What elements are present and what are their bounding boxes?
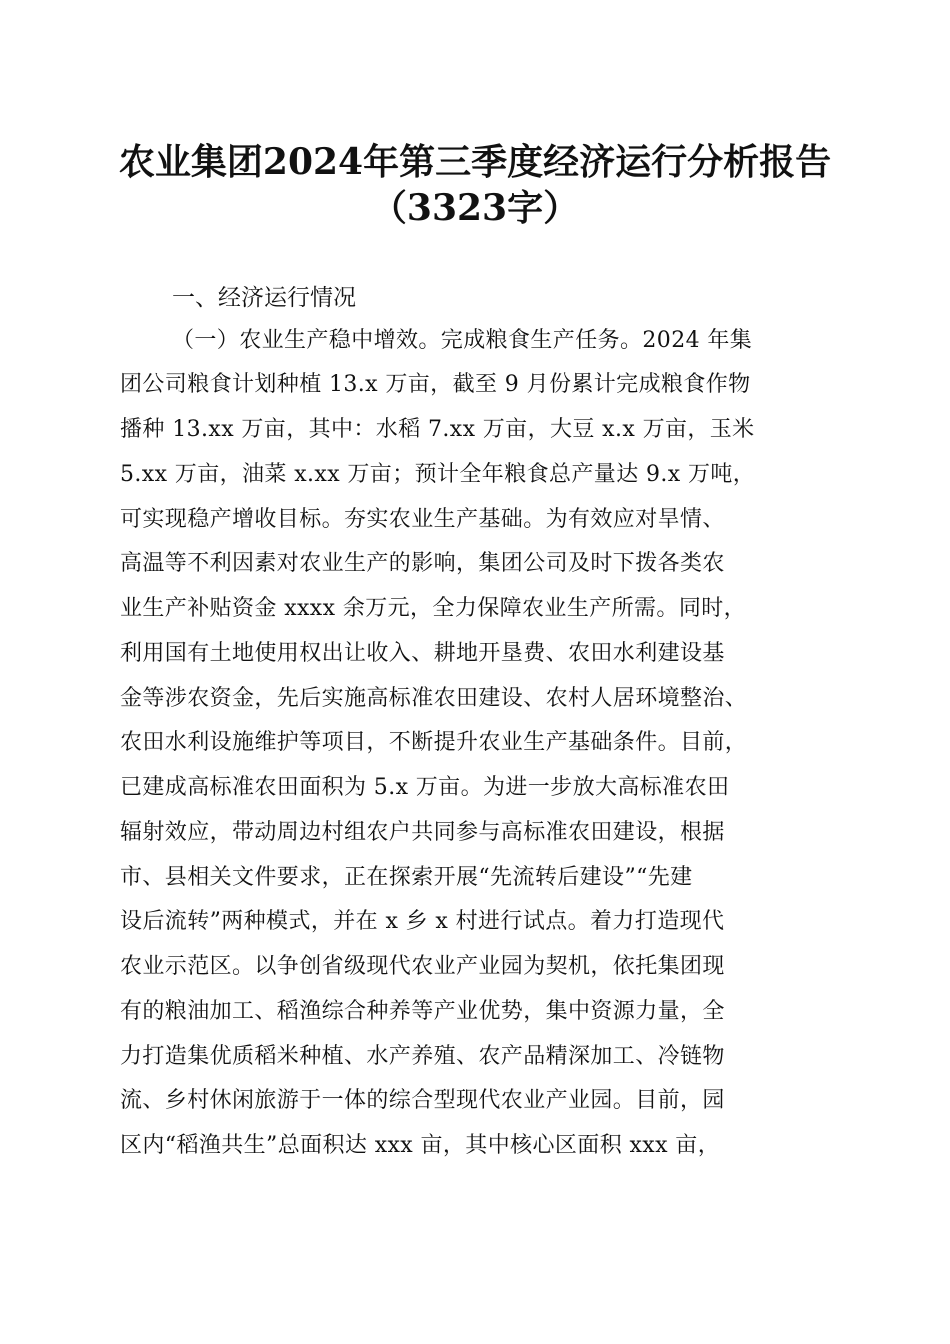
paragraph-line: 利用国有土地使用权出让收入、耕地开垦费、农田水利建设基	[120, 641, 725, 666]
paragraph-line: 高温等不利因素对农业生产的影响，集团公司及时下拨各类农	[120, 551, 725, 576]
paragraph-line: 农田水利设施维护等项目，不断提升农业生产基础条件。目前，	[120, 730, 748, 755]
paragraph-line: 区内“稻渔共生”总面积达 xxx 亩，其中核心区面积 xxx 亩，	[120, 1133, 721, 1158]
paragraph-line: 力打造集优质稻米种植、水产养殖、农产品精深加工、冷链物	[120, 1044, 725, 1069]
document-title: 农业集团2024年第三季度经济运行分析报告	[118, 141, 832, 183]
paragraph-line: 有的粮油加工、稻渔综合种养等产业优势，集中资源力量，全	[120, 999, 725, 1024]
paragraph-line: 金等涉农资金，先后实施高标准农田建设、农村人居环境整治、	[120, 686, 748, 711]
paragraph-line: 农业示范区。以争创省级现代农业产业园为契机，依托集团现	[120, 954, 725, 979]
paragraph-line: 市、县相关文件要求，正在探索开展“先流转后建设”“先建	[120, 865, 693, 890]
paragraph-line: 设后流转”两种模式，并在 x 乡 x 村进行试点。着力打造现代	[120, 909, 725, 934]
paragraph-line: 播种 13.xx 万亩，其中：水稻 7.xx 万亩，大豆 x.x 万亩，玉米	[120, 417, 755, 442]
paragraph-line: 已建成高标准农田面积为 5.x 万亩。为进一步放大高标准农田	[120, 775, 730, 800]
paragraph-line: 辐射效应，带动周边村组农户共同参与高标准农田建设，根据	[120, 820, 725, 845]
paragraph-line: 团公司粮食计划种植 13.x 万亩，截至 9 月份累计完成粮食作物	[120, 372, 751, 397]
paragraph-line: 流、乡村休闲旅游于一体的综合型现代农业产业园。目前，园	[120, 1088, 725, 1113]
paragraph-line: 业生产补贴资金 xxxx 余万元，全力保障农业生产所需。同时，	[120, 596, 747, 621]
paragraph-line: （一）农业生产稳中增效。完成粮食生产任务。2024 年集	[172, 328, 753, 353]
paragraph-line: 可实现稳产增收目标。夯实农业生产基础。为有效应对旱情、	[120, 507, 725, 532]
section-heading: 一、经济运行情况	[172, 285, 356, 311]
paragraph-line: 5.xx 万亩，油菜 x.xx 万亩；预计全年粮食总产量达 9.x 万吨，	[120, 462, 756, 487]
document-subtitle-word-count: （3323字）	[370, 187, 580, 229]
